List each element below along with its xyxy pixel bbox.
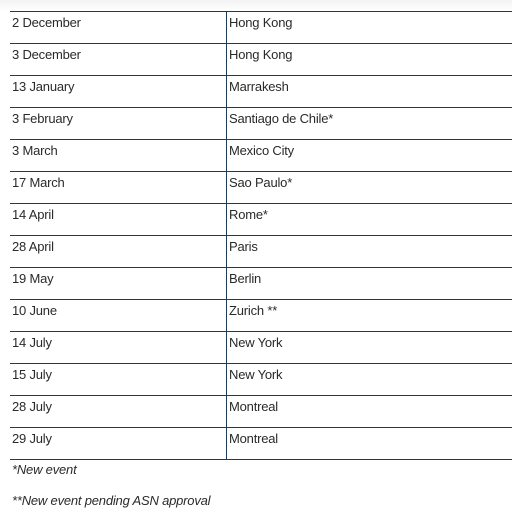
city-cell: Zurich ** bbox=[226, 300, 512, 331]
date-cell: 15 July bbox=[12, 367, 52, 382]
date-cell: 3 December bbox=[12, 47, 81, 62]
city-cell: Mexico City bbox=[226, 140, 512, 171]
date-cell: 10 June bbox=[12, 303, 57, 318]
city-cell: New York bbox=[226, 364, 512, 395]
date-cell: 28 July bbox=[12, 399, 52, 414]
table-row bbox=[10, 396, 512, 428]
event-schedule-table bbox=[10, 11, 512, 460]
date-cell: 14 April bbox=[12, 207, 54, 222]
city-cell: Paris bbox=[226, 236, 512, 267]
date-cell: 29 July bbox=[12, 431, 52, 446]
city-cell: Marrakesh bbox=[226, 76, 512, 107]
date-cell: 3 February bbox=[12, 111, 73, 126]
table-row bbox=[10, 76, 512, 108]
new-event-footnote: *New event bbox=[12, 462, 77, 477]
city-cell: Montreal bbox=[226, 428, 512, 459]
city-cell: Sao Paulo* bbox=[226, 172, 512, 203]
table-row bbox=[10, 268, 512, 300]
table-row bbox=[10, 204, 512, 236]
table-row bbox=[10, 364, 512, 396]
table-row bbox=[10, 300, 512, 332]
pending-approval-footnote: **New event pending ASN approval bbox=[12, 493, 211, 508]
city-cell: New York bbox=[226, 332, 512, 363]
city-cell: Berlin bbox=[226, 268, 512, 299]
city-cell: Hong Kong bbox=[226, 44, 512, 75]
table-row bbox=[10, 236, 512, 268]
date-cell: 3 March bbox=[12, 143, 58, 158]
table-row bbox=[10, 108, 512, 140]
table-row bbox=[10, 11, 512, 44]
table-row bbox=[10, 44, 512, 76]
date-cell: 19 May bbox=[12, 271, 54, 286]
city-cell: Santiago de Chile* bbox=[226, 108, 512, 139]
date-cell: 13 January bbox=[12, 79, 75, 94]
date-cell: 28 April bbox=[12, 239, 54, 254]
table-row bbox=[10, 428, 512, 460]
city-cell: Montreal bbox=[226, 396, 512, 427]
date-cell: 17 March bbox=[12, 175, 65, 190]
table-row bbox=[10, 172, 512, 204]
date-cell: 14 July bbox=[12, 335, 52, 350]
city-cell: Rome* bbox=[226, 204, 512, 235]
date-cell: 2 December bbox=[12, 15, 81, 30]
city-cell: Hong Kong bbox=[226, 12, 512, 43]
table-row bbox=[10, 140, 512, 172]
table-row bbox=[10, 332, 512, 364]
